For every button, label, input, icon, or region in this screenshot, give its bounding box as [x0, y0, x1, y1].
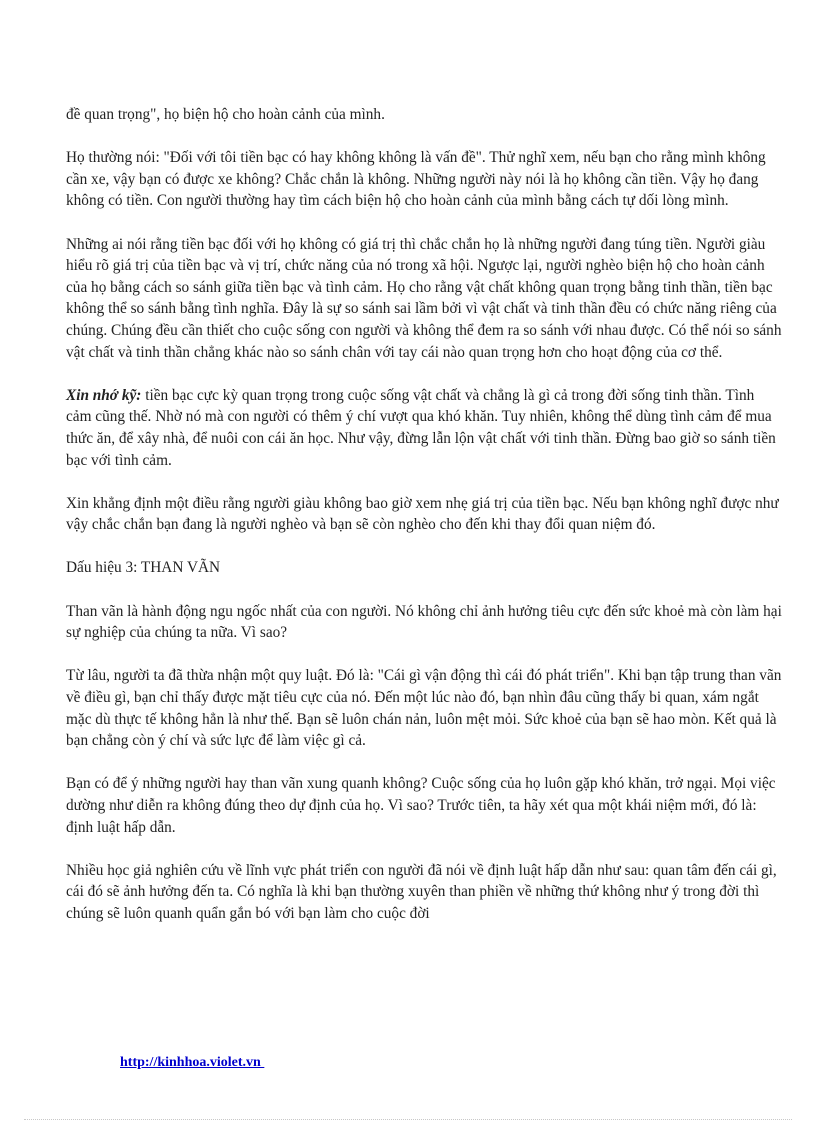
paragraph-4-lead: Xin nhớ kỹ:	[66, 386, 142, 404]
paragraph-10: Nhiều học giả nghiên cứu về lĩnh vực phát triển con người đã nói về định luật hấp dẫn như sau: quan tâm đến cái gì, cái đó sẽ ảnh hưởng đến ta. Có nghĩa là khi bạn thường xuyên than phiền về những thứ không như ý trong đời thì chúng sẽ luôn quanh quẩn gắn bó với bạn làm cho cuộc đời	[66, 861, 777, 922]
paragraph-5: Xin khẳng định một điều rằng người giàu không bao giờ xem nhẹ giá trị của tiền bạc. Nếu bạn không nghĩ được như vậy chắc chắn bạn đang là người nghèo và bạn sẽ còn nghèo cho đến khi thay đổi quan niệm đó.	[66, 494, 779, 534]
paragraph-2: Họ thường nói: "Đối với tôi tiền bạc có hay không không là vấn đề". Thử nghĩ xem, nếu bạn cho rằng mình không cần xe, vậy bạn có được xe không? Chắc chắn là không. Những người này nói là họ không cần tiền. Vậy họ đang không có tiền. Con người thường hay tìm cách biện hộ cho hoàn cảnh của mình bằng cách tự dối lòng mình.	[66, 149, 766, 210]
paragraph-4-text: tiền bạc cực kỳ quan trọng trong cuộc sống vật chất và chẳng là gì cả trong đời sống tinh thần. Tình cảm cũng thế. Nhờ nó mà con người có thêm ý chí vượt qua khó khăn. Tuy nhiên, không thể dùng tình cảm để mua thức ăn, để xây nhà, để nuôi con cái ăn học. Như vậy, đừng lẫn lộn vật chất với tinh thần. Đừng bao giờ so sánh tiền bạc với tình cảm.	[66, 386, 776, 469]
paragraph-3: Những ai nói rằng tiền bạc đối với họ không có giá trị thì chắc chắn họ là những người đang túng tiền. Người giàu hiểu rõ giá trị của tiền bạc và vị trí, chức năng của nó trong xã hội. Ngược lại, người nghèo biện hộ cho hoàn cảnh của họ bằng cách so sánh giữa tiền bạc và tình cảm. Họ cho rằng vật chất không quan trọng bằng tinh thần, tiền bạc không thể so sánh bằng tình nghĩa. Đây là sự so sánh sai lầm bởi vì vật chất và tinh thần đều có chức năng riêng của chúng. Chúng đều cần thiết cho cuộc sống con người và không thể đem ra so sánh với nhau được. Có thể nói so sánh vật chất và tinh thần chẳng khác nào so sánh chân với tay cái nào quan trọng hơn cho hoạt động của cơ thể.	[66, 235, 782, 361]
footer-link[interactable]: http://kinhhoa.violet.vn	[120, 1055, 265, 1070]
page-bottom-divider	[24, 1119, 792, 1120]
paragraph-8: Từ lâu, người ta đã thừa nhận một quy luật. Đó là: "Cái gì vận động thì cái đó phát triển". Khi bạn tập trung than vãn về điều gì, bạn chỉ thấy được mặt tiêu cực của nó. Đến một lúc nào đó, bạn nhìn đâu cũng thấy bi quan, xám ngắt mặc dù thực tế không hẳn là như thế. Bạn sẽ luôn chán nản, luôn mệt mỏi. Sức khoẻ của bạn sẽ hao mòn. Kết quả là bạn chẳng còn ý chí và sức lực để làm việc gì cả.	[66, 667, 782, 750]
section-heading: Dấu hiệu 3: THAN VÃN	[66, 559, 221, 577]
document-body	[66, 104, 782, 925]
paragraph-7: Than vãn là hành động ngu ngốc nhất của con người. Nó không chỉ ảnh hưởng tiêu cực đến sức khoẻ mà còn làm hại sự nghiệp của chúng ta nữa. Vì sao?	[66, 602, 782, 642]
paragraph-1: đề quan trọng", họ biện hộ cho hoàn cảnh của mình.	[66, 106, 385, 123]
paragraph-9: Bạn có để ý những người hay than vãn xung quanh không? Cuộc sống của họ luôn gặp khó khăn, trở ngại. Mọi việc dường như diễn ra không đúng theo dự định của họ. Vì sao? Trước tiên, ta hãy xét qua một khái niệm mới, đó là: định luật hấp dẫn.	[66, 775, 776, 836]
paragraph-4	[66, 385, 782, 471]
